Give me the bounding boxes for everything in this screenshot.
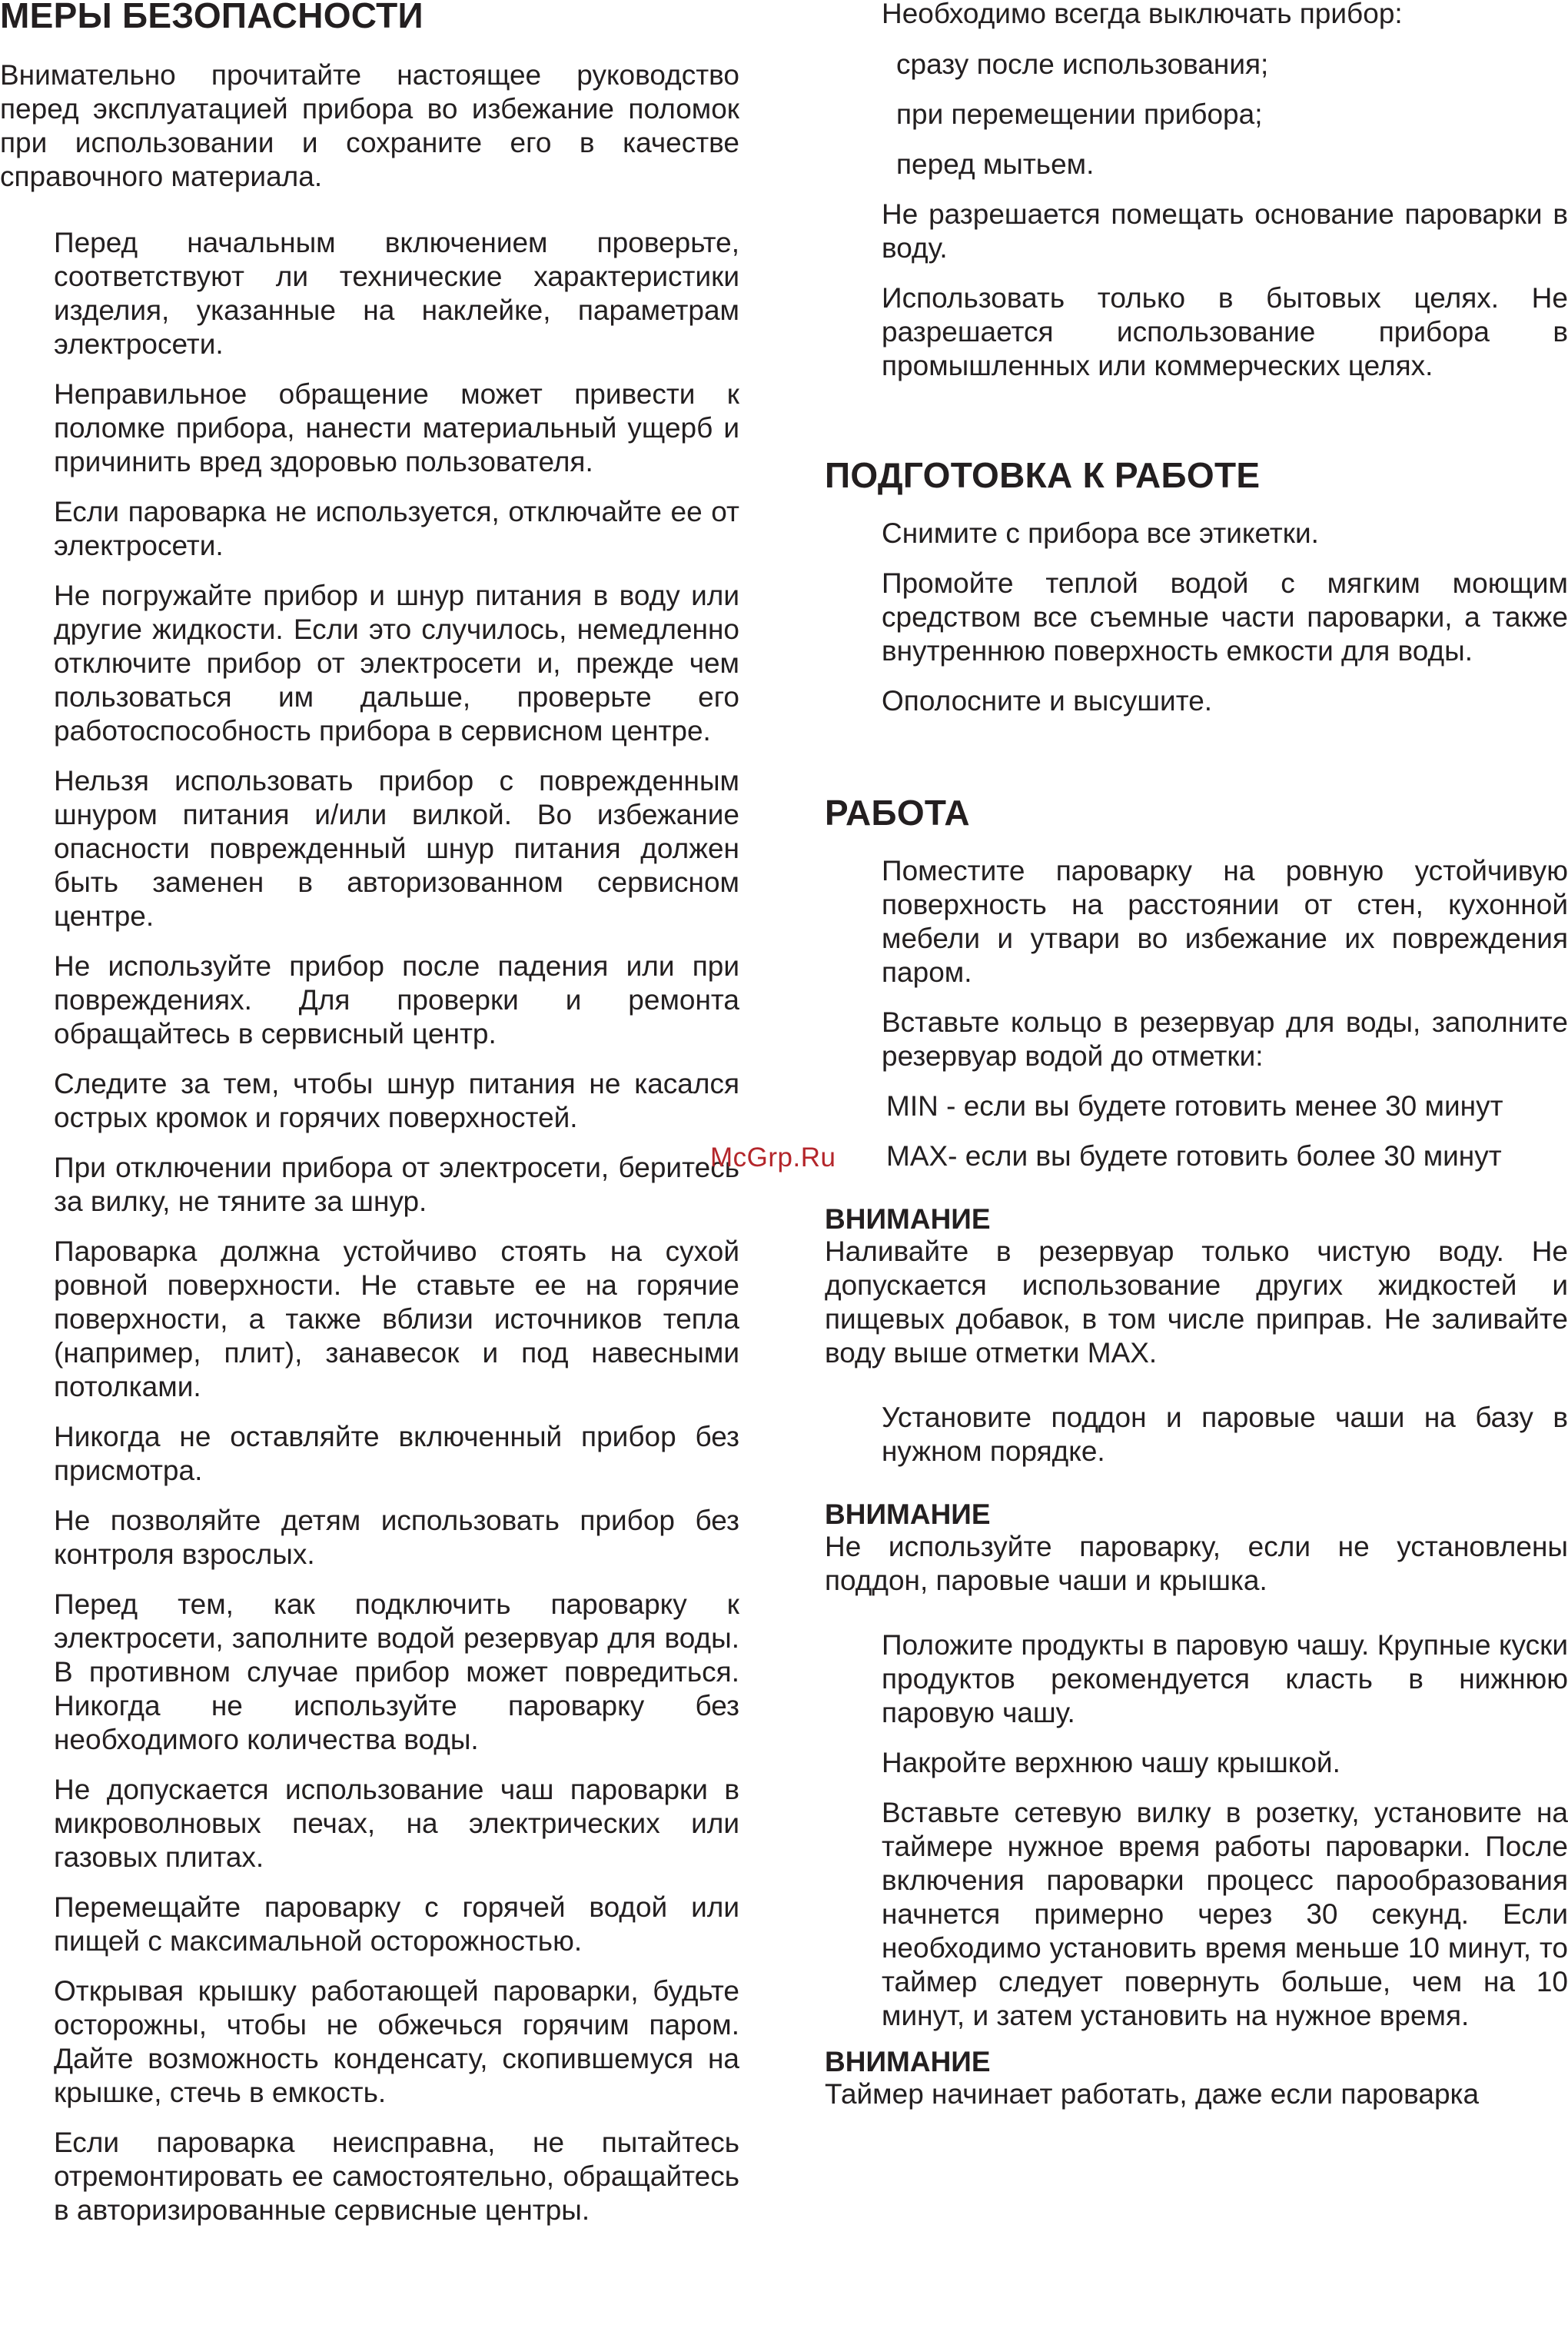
watermark: McGrp.Ru bbox=[710, 1143, 836, 1172]
warning-title: ВНИМАНИЕ bbox=[825, 1203, 991, 1235]
safety-item: Следите за тем, чтобы шнур питания не касался острых кромок и горячих поверхностей. bbox=[54, 1068, 739, 1133]
cooking-item: Положите продукты в паровую чашу. Крупные куски продуктов рекомендуется класть в нижнюю паровую чашу. bbox=[882, 1629, 1568, 1728]
level-mark-min: MIN - если вы будете готовить менее 30 минут bbox=[886, 1090, 1503, 1122]
switch-off-case: перед мытьем. bbox=[896, 148, 1095, 180]
safety-item: Перед начальным включением проверьте, соответствуют ли технические характеристики изделия, указанные на наклейке, параметрам электросети. bbox=[54, 227, 739, 360]
right-column bbox=[825, 0, 1568, 2142]
safety-item: Не используйте прибор после падения или при повреждениях. Для проверки и ремонта обращайтесь в сервисный центр. bbox=[54, 950, 739, 1049]
prep-heading: ПОДГОТОВКА К РАБОТЕ bbox=[825, 455, 1261, 495]
prep-item: Ополосните и высушите. bbox=[882, 685, 1213, 717]
warning-title: ВНИМАНИЕ bbox=[825, 1498, 991, 1530]
safety-intro: Внимательно прочитайте настоящее руководство перед эксплуатацией прибора во избежание поломок при использовании и сохраните его в качестве справочного материала. bbox=[0, 59, 739, 192]
safety-item: Использовать только в бытовых целях. Не разрешается использование прибора в промышленных или коммерческих целях. bbox=[882, 282, 1568, 381]
safety-item: Нельзя использовать прибор с поврежденным шнуром питания и/или вилкой. Во избежание опасности поврежденный шнур питания должен быть заменен в авторизованном сервисном центре. bbox=[54, 765, 739, 932]
safety-item: Если пароварка неисправна, не пытайтесь отремонтировать ее самостоятельно, обращайтесь в авторизированные сервисные центры. bbox=[54, 2127, 739, 2226]
switch-off-case: сразу после использования; bbox=[896, 48, 1269, 80]
safety-item: Никогда не оставляйте включенный прибор без присмотра. bbox=[54, 1421, 739, 1486]
prep-item: Промойте теплой водой с мягким моющим средством все съемные части пароварки, а также внутреннюю поверхность емкости для воды. bbox=[882, 567, 1568, 667]
cooking-item: Накройте верхнюю чашу крышкой. bbox=[882, 1747, 1340, 1778]
safety-list bbox=[0, 226, 739, 2227]
safety-heading: МЕРЫ БЕЗОПАСНОСТИ bbox=[0, 0, 424, 35]
safety-item: Неправильное обращение может привести к поломке прибора, нанести материальный ущерб и причинить вред здоровью пользователя. bbox=[54, 378, 739, 477]
safety-item: Если пароварка не используется, отключайте ее от электросети. bbox=[54, 496, 739, 561]
safety-item: Перед тем, как подключить пароварку к электросети, заполните водой резервуар для воды. В противном случае прибор может повредиться. Никогда не используйте пароварку без необходимого количества воды. bbox=[54, 1588, 739, 1755]
cooking-item: Вставьте сетевую вилку в розетку, установите на таймере нужное время работы пароварки. После включения пароварки процесс парообразования начнется примерно через 30 секунд. Если необходимо установить время меньше 10 минут, то таймер следует повернуть больше, чем на 10 минут, и затем установить на нужное время. bbox=[882, 1797, 1568, 2031]
left-column bbox=[0, 0, 739, 2244]
warning-text: Таймер начинает работать, даже если пароварка bbox=[825, 2078, 1480, 2110]
safety-item: Не разрешается помещать основание пароварки в воду. bbox=[882, 198, 1568, 264]
safety-item: Пароварка должна устойчиво стоять на сухой ровной поверхности. Не ставьте ее на горячие поверхности, а также вблизи источников тепла (например, плит), занавесок и под навесными потолками. bbox=[54, 1236, 739, 1402]
safety-item: Перемещайте пароварку с горячей водой или пищей с максимальной осторожностью. bbox=[54, 1891, 739, 1957]
switch-off-case: при перемещении прибора; bbox=[896, 98, 1263, 130]
warning-title: ВНИМАНИЕ bbox=[825, 2046, 991, 2077]
safety-item: Открывая крышку работающей пароварки, будьте осторожны, чтобы не обжечься горячим паром. Дайте возможность конденсату, скопившемуся на крышке, стечь в емкость. bbox=[54, 1975, 739, 2108]
safety-item: Не погружайте прибор и шнур питания в воду или другие жидкости. Если это случилось, немедленно отключите прибор от электросети и, прежде чем пользоваться им дальше, проверьте его работоспособность прибора в сервисном центре. bbox=[54, 580, 739, 747]
work-heading: РАБОТА bbox=[825, 793, 970, 833]
work-item: Поместите пароварку на ровную устойчивую поверхность на расстоянии от стен, кухонной мебели и утвари во избежание их повреждения паром. bbox=[882, 855, 1568, 988]
prep-item: Снимите с прибора все этикетки. bbox=[882, 517, 1319, 549]
safety-item: Не допускается использование чаш пароварки в микроволновых печах, на электрических или газовых плитах. bbox=[54, 1774, 739, 1873]
warning-text: Не используйте пароварку, если не установлены поддон, паровые чаши и крышка. bbox=[825, 1531, 1568, 1596]
work-item: Вставьте кольцо в резервуар для воды, заполните резервуар водой до отметки: bbox=[882, 1006, 1568, 1072]
safety-item: При отключении прибора от электросети, беритесь за вилку, не тяните за шнур. bbox=[54, 1152, 739, 1217]
switch-off-intro: Необходимо всегда выключать прибор: bbox=[882, 0, 1403, 29]
safety-item: Не позволяйте детям использовать прибор без контроля взрослых. bbox=[54, 1505, 739, 1570]
install-step: Установите поддон и паровые чаши на базу в нужном порядке. bbox=[882, 1402, 1568, 1467]
warning-text: Наливайте в резервуар только чистую воду. Не допускается использование других жидкостей и пищевых добавок, в том числе приправ. Не заливайте воду выше отметки MAX. bbox=[825, 1236, 1568, 1369]
level-mark-max: MAX- если вы будете готовить более 30 минут bbox=[886, 1140, 1502, 1172]
